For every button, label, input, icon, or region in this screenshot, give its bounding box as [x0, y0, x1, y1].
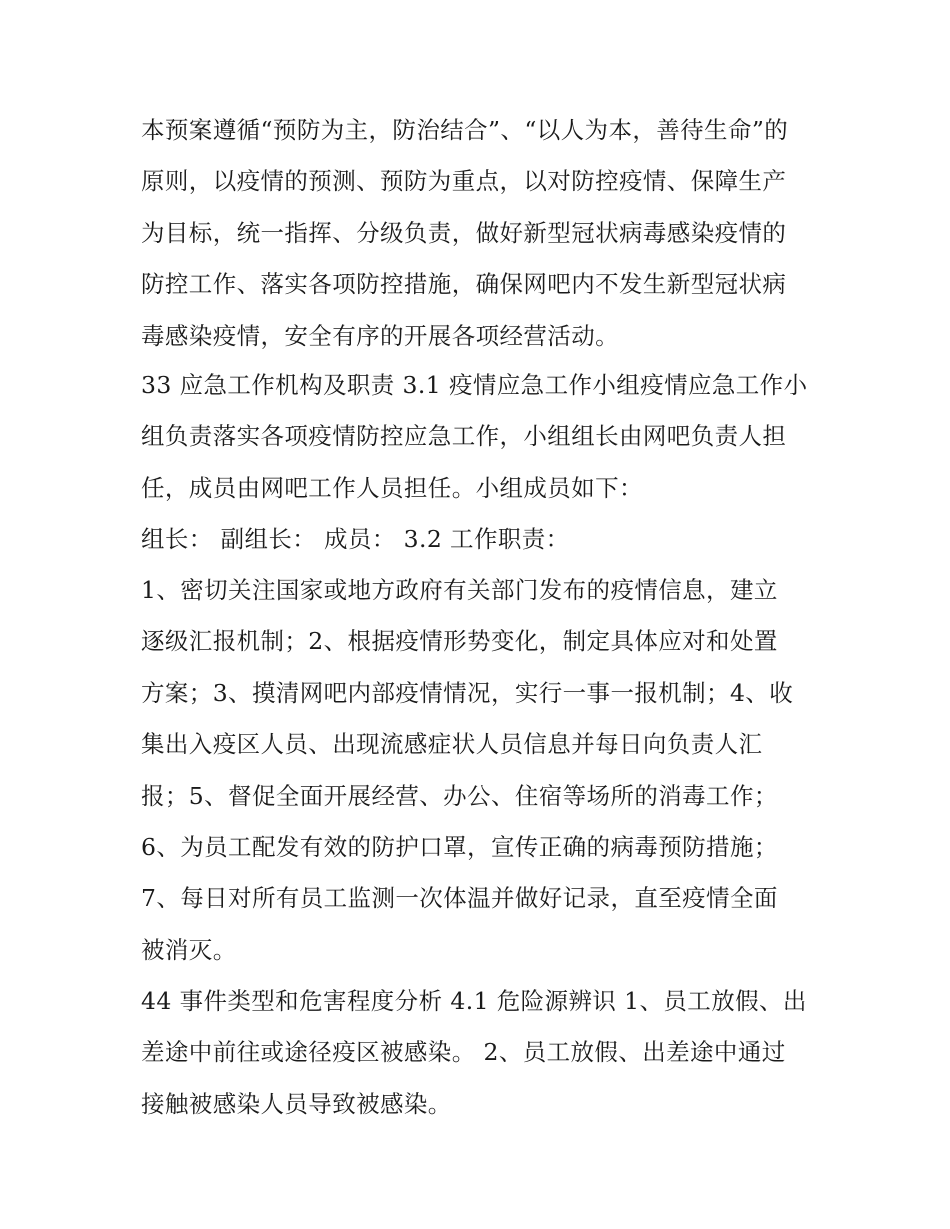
paragraph-risk-analysis [141, 976, 821, 1130]
text-line: 6、为员工配发有效的防护口罩，宣传正确的病毒预防措施； [141, 832, 778, 861]
paragraph-duties [141, 565, 821, 976]
paragraph-members [141, 514, 821, 565]
text-line: 1、密切关注国家或地方政府有关部门发布的疫情信息，建立 [141, 576, 778, 604]
text-line: 本预案遵循“预防为主，防治结合”、“以人为本，善待生命”的 [141, 116, 789, 144]
text-line: 组负责落实各项疫情防控应急工作，小组组长由网吧负责人担 [141, 422, 787, 451]
text-line: 被消灭。 [141, 935, 237, 964]
text-line: 组长： 副组长： 成员： 3.2 工作职责： [141, 525, 570, 553]
text-line: 为目标，统一指挥、分级负责，做好新型冠状病毒感染疫情的 [141, 218, 787, 247]
text-line: 原则，以疫情的预测、预防为重点，以对防控疫情、保障生产 [141, 167, 787, 196]
text-line: 方案；3、摸清网吧内部疫情情况，实行一事一报机制；4、收 [141, 678, 794, 707]
paragraph-principles [141, 105, 821, 362]
paragraph-organization [141, 360, 821, 514]
text-line: 44 事件类型和危害程度分析 4.1 危险源辨识 1、员工放假、出 [141, 987, 807, 1015]
text-line: 毒感染疫情，安全有序的开展各项经营活动。 [141, 321, 619, 350]
text-line: 逐级汇报机制；2、根据疫情形势变化，制定具体应对和处置 [141, 627, 778, 656]
text-line: 集出入疫区人员、出现流感症状人员信息并每日向负责人汇 [141, 730, 763, 759]
text-line: 差途中前往或途径疫区被感染。 2、员工放假、出差途中通过 [141, 1038, 786, 1067]
text-line: 33 应急工作机构及职责 3.1 疫情应急工作小组疫情应急工作小 [141, 371, 808, 399]
text-line: 任，成员由网吧工作人员担任。小组成员如下： [141, 473, 643, 502]
text-line: 防控工作、落实各项防控措施，确保网吧内不发生新型冠状病 [141, 270, 787, 299]
text-line: 7、每日对所有员工监测一次体温并做好记录，直至疫情全面 [141, 884, 778, 913]
text-line: 接触被感染人员导致被感染。 [141, 1089, 452, 1118]
text-line: 报；5、督促全面开展经营、办公、住宿等场所的消毒工作； [141, 781, 778, 810]
